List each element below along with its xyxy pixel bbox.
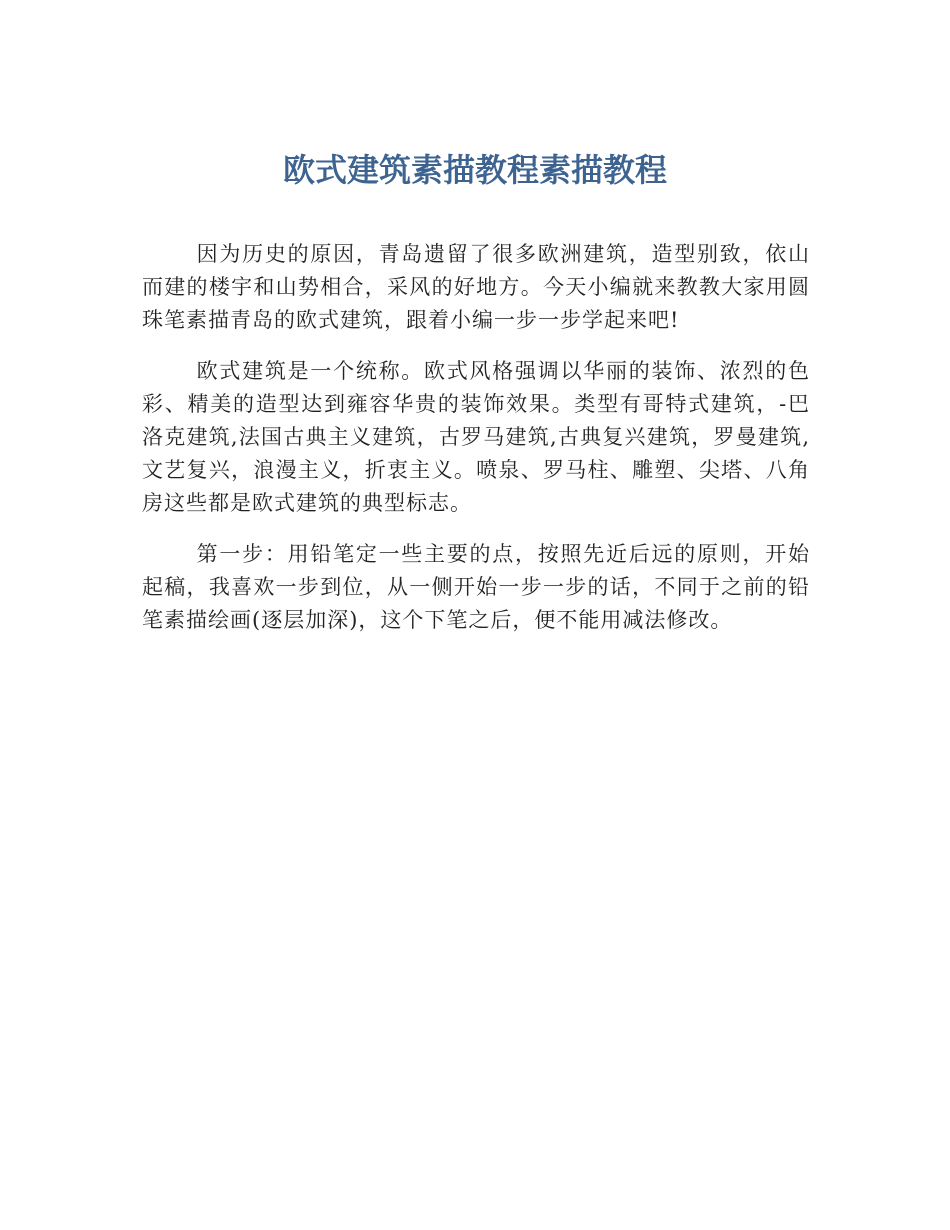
paragraph-intro: 因为历史的原因，青岛遗留了很多欧洲建筑，造型别致，依山而建的楼宇和山势相合，采风的好地方。今天小编就来教教大家用圆珠笔素描青岛的欧式建筑，跟着小编一步一步学起来吧!: [142, 242, 810, 332]
article-body: [142, 238, 810, 655]
paragraph-step-one: 第一步：用铅笔定一些主要的点，按照先近后远的原则，开始起稿，我喜欢一步到位，从一侧开始一步一步的话，不同于之前的铅笔素描绘画(逐层加深)，这个下笔之后，便不能用减法修改。: [142, 542, 810, 632]
page-title: 欧式建筑素描教程素描教程: [282, 151, 667, 189]
paragraph-definition: 欧式建筑是一个统称。欧式风格强调以华丽的装饰、浓烈的色彩、精美的造型达到雍容华贵的装饰效果。类型有哥特式建筑，-巴洛克建筑,法国古典主义建筑，古罗马建筑,古典复兴建筑，罗曼建筑,文艺复兴，浪漫主义，折衷主义。喷泉、罗马柱、雕塑、尖塔、八角房这些都是欧式建筑的典型标志。: [142, 359, 810, 515]
